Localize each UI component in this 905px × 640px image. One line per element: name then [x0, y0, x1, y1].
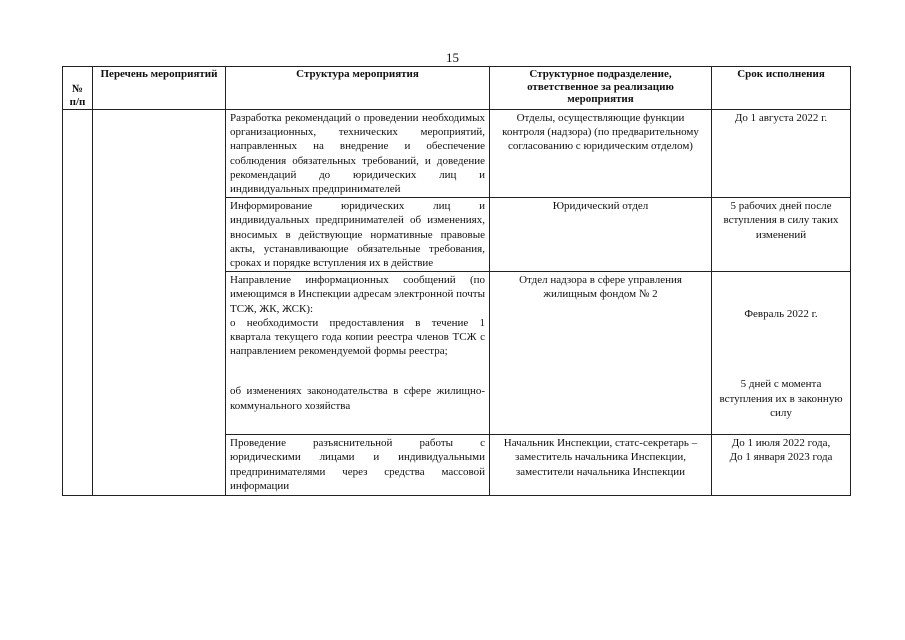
deadline-item: До 1 января 2023 года	[729, 451, 833, 464]
deadline-item: 5 дней с момента вступления их в законную силу	[719, 378, 843, 419]
header-structure: Структура мероприятия	[226, 67, 490, 110]
deadline-item: Февраль 2022 г.	[744, 308, 818, 321]
structure-intro: Направление информационных сообщений (по имеющимся в Инспекции адресам электронной почты ТСЖ, ЖК, ЖСК):	[230, 274, 485, 315]
structure-item: об изменениях законодательства в сфере жилищно-коммунального хозяйства	[230, 385, 485, 412]
deadline-cell	[712, 272, 851, 435]
deadline-cell: До 1 августа 2022 г.	[712, 110, 851, 198]
header-responsible-unit: Структурное подразделение, ответственное за реализацию мероприятия	[490, 67, 712, 110]
unit-cell: Юридический отдел	[490, 198, 712, 272]
structure-cell: Проведение разъяснительной работы с юридическими лицами и индивидуальными предпринимателями через средства массовой информации	[226, 435, 490, 496]
table-header-row	[63, 67, 851, 110]
unit-cell: Начальник Инспекции, статс-секретарь – заместитель начальника Инспекции, заместители начальника Инспекции	[490, 435, 712, 496]
unit-cell: Отделы, осуществляющие функции контроля (надзора) (по предварительному согласованию с юридическим отделом)	[490, 110, 712, 198]
measures-table	[62, 66, 851, 496]
measures-list-cell	[93, 110, 226, 496]
row-number-cell	[63, 110, 93, 496]
structure-cell	[226, 272, 490, 435]
unit-cell: Отдел надзора в сфере управления жилищным фондом № 2	[490, 272, 712, 435]
structure-item: о необходимости предоставления в течение 1 квартала текущего года копии реестра членов ТСЖ с направлением рекомендуемой формы реестра;	[230, 316, 485, 358]
page-number: 15	[446, 50, 459, 65]
deadline-item: До 1 июля 2022 года,	[731, 437, 831, 450]
header-deadline: Срок исполнения	[712, 67, 851, 110]
header-number: № п/п	[63, 67, 93, 110]
header-measures-list: Перечень мероприятий	[93, 67, 226, 110]
deadline-cell	[712, 435, 851, 496]
deadline-cell: 5 рабочих дней после вступления в силу таких изменений	[712, 198, 851, 272]
table-row	[63, 110, 851, 198]
structure-cell: Разработка рекомендаций о проведении необходимых организационных, технических мероприятий, направленных на внедрение и обеспечение соблюдения обязательных требований, и доведение рекомендаций до юридических лиц и индивидуальных предпринимателей	[226, 110, 490, 198]
structure-cell: Информирование юридических лиц и индивидуальных предпринимателей об изменениях, вносимых в действующие нормативные правовые акты, устанавливающие обязательные требования, сроках и порядке вступления их в действие	[226, 198, 490, 272]
